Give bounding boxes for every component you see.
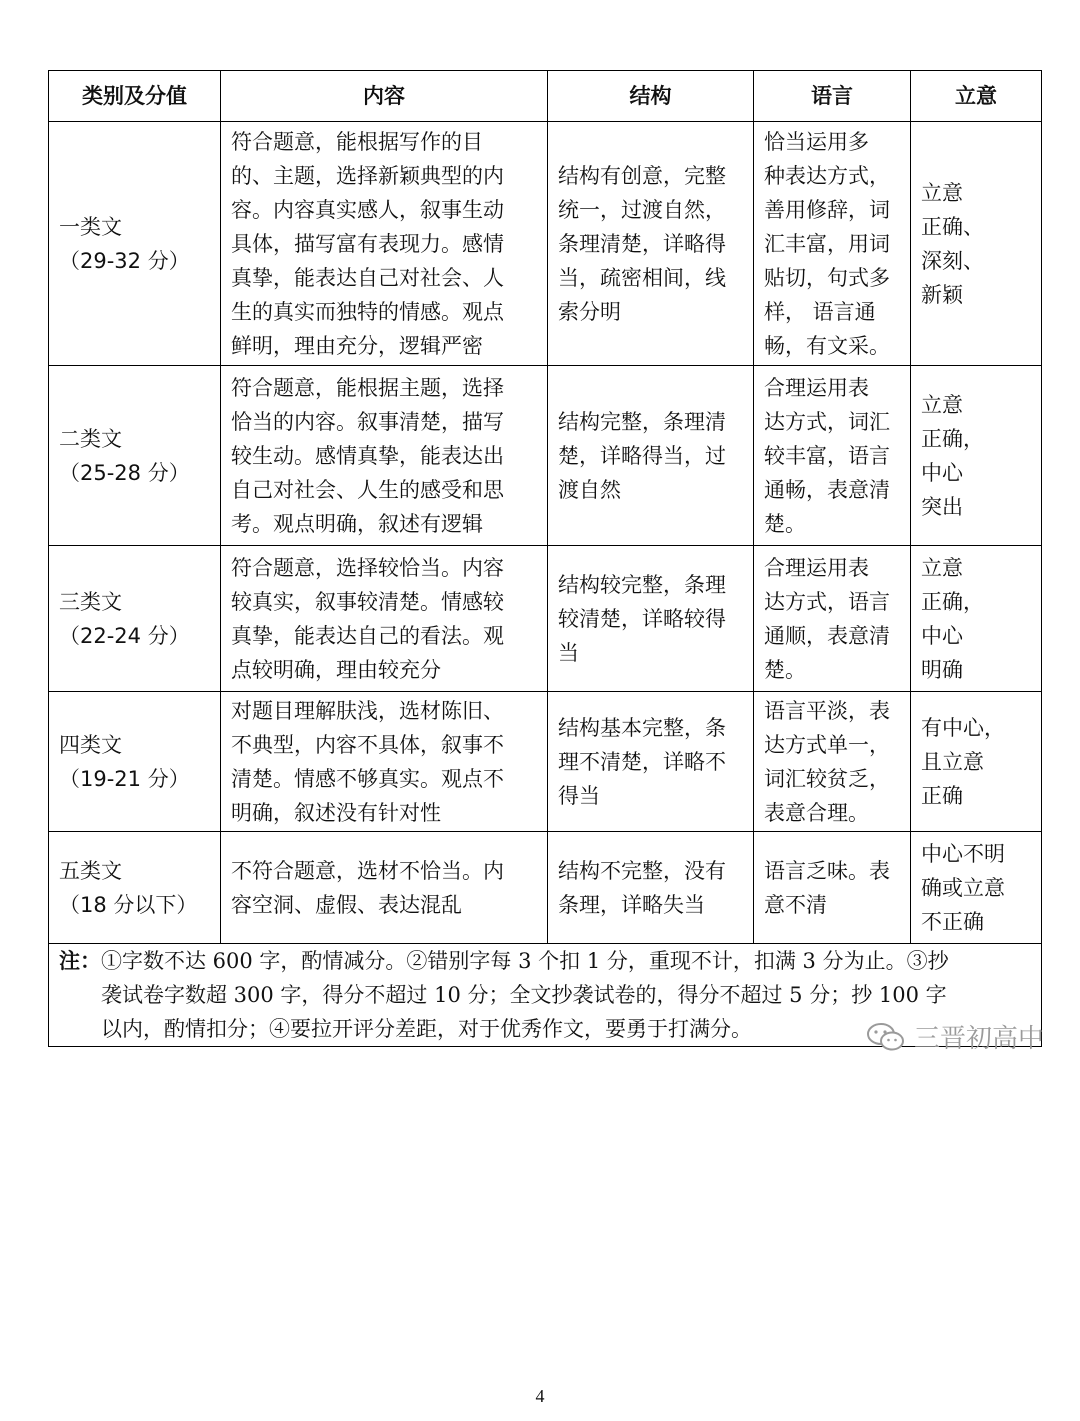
structure-cell [548, 366, 754, 546]
content-line: 鲜明，理由充分，逻辑严密 [231, 333, 483, 358]
content-line: 符合题意，能根据写作的目 [231, 129, 483, 154]
theme-line: 正确， [921, 589, 984, 614]
category-cell [49, 122, 221, 366]
theme-cell [911, 366, 1042, 546]
theme-line: 突出 [921, 494, 963, 519]
language-cell [754, 122, 911, 366]
table-row [49, 122, 1042, 366]
watermark-text: 三晋初高中 [914, 1024, 1045, 1054]
structure-line: 较清楚，详略较得 [558, 606, 726, 631]
structure-cell [548, 832, 754, 944]
language-line: 畅，有文采。 [764, 333, 890, 358]
content-line: 自己对社会、人生的感受和思 [231, 477, 504, 502]
content-line: 符合题意，能根据主题，选择 [231, 375, 504, 400]
category-cell [49, 692, 221, 832]
theme-line: 正确， [921, 426, 984, 451]
language-line: 楚。 [764, 511, 806, 536]
category-score: （25-28 分） [59, 460, 190, 485]
category-name: 三类文 [59, 589, 122, 614]
header-theme: 立意 [911, 71, 1042, 122]
language-line: 语言乏味。表 [764, 858, 890, 883]
structure-cell [548, 692, 754, 832]
structure-line: 结构完整，条理清 [558, 409, 726, 434]
language-line: 合理运用表 [764, 375, 869, 400]
theme-cell [911, 832, 1042, 944]
content-line: 较真实，叙事较清楚。情感较 [231, 589, 504, 614]
content-line: 符合题意，选择较恰当。内容 [231, 555, 504, 580]
table-row [49, 692, 1042, 832]
content-line: 不符合题意，选材不恰当。内 [231, 858, 504, 883]
structure-line: 理不清楚，详略不 [558, 749, 726, 774]
content-cell [221, 122, 548, 366]
language-line: 贴切，句式多 [764, 265, 890, 290]
language-cell [754, 366, 911, 546]
content-cell [221, 692, 548, 832]
structure-line: 结构基本完整，条 [558, 715, 726, 740]
language-line: 样， 语言通 [764, 299, 876, 324]
theme-line: 中心 [921, 460, 963, 485]
note-line: 袭试卷字数超 300 字，得分不超过 10 分；全文抄袭试卷的，得分不超过 5 分；抄 100 字 [101, 983, 947, 1007]
language-line: 通顺，表意清 [764, 623, 890, 648]
theme-line: 且立意 [921, 749, 984, 774]
category-score: （19-21 分） [59, 766, 190, 791]
theme-line: 正确 [921, 783, 963, 808]
language-line: 楚。 [764, 657, 806, 682]
content-line: 对题目理解肤浅，选材陈旧、 [231, 698, 504, 723]
category-name: 二类文 [59, 426, 122, 451]
note-line: 以内，酌情扣分；④要拉开评分差距，对于优秀作文，要勇于打满分。 [101, 1017, 752, 1041]
table-header-row [49, 71, 1042, 122]
theme-line: 正确、 [921, 214, 984, 239]
theme-line: 深刻、 [921, 248, 984, 273]
content-line: 容。内容真实感人，叙事生动 [231, 197, 504, 222]
language-line: 达方式，词汇 [764, 409, 890, 434]
structure-line: 楚，详略得当，过 [558, 443, 726, 468]
language-line: 意不清 [764, 892, 827, 917]
theme-line: 明确 [921, 657, 963, 682]
theme-line: 不正确 [921, 909, 984, 934]
content-cell [221, 366, 548, 546]
language-line: 善用修辞，词 [764, 197, 890, 222]
theme-cell [911, 692, 1042, 832]
content-line: 真挚，能表达自己对社会、人 [231, 265, 504, 290]
language-cell [754, 692, 911, 832]
content-line: 明确，叙述没有针对性 [231, 800, 441, 825]
structure-cell [548, 122, 754, 366]
content-line: 具体，描写富有表现力。感情 [231, 231, 504, 256]
table-row [49, 546, 1042, 692]
category-name: 四类文 [59, 732, 122, 757]
language-line: 词汇较贫乏， [764, 766, 890, 791]
category-score: （29-32 分） [59, 248, 190, 273]
content-line: 容空洞、虚假、表达混乱 [231, 892, 462, 917]
structure-line: 条理清楚，详略得 [558, 231, 726, 256]
category-score: （18 分以下） [59, 892, 198, 917]
header-language: 语言 [754, 71, 911, 122]
note-line: ①字数不达 600 字，酌情减分。②错别字每 3 个扣 1 分，重现不计，扣满 3 分为止。③抄 [101, 949, 949, 973]
theme-cell [911, 122, 1042, 366]
table-row [49, 366, 1042, 546]
language-line: 语言平淡，表 [764, 698, 890, 723]
content-line: 较生动。感情真挚，能表达出 [231, 443, 504, 468]
structure-line: 当，疏密相间，线 [558, 265, 726, 290]
language-line: 种表达方式， [764, 163, 890, 188]
structure-line: 结构有创意，完整 [558, 163, 726, 188]
theme-line: 新颖 [921, 282, 963, 307]
structure-line: 结构较完整，条理 [558, 572, 726, 597]
table-row [49, 832, 1042, 944]
structure-line: 索分明 [558, 299, 621, 324]
theme-line: 立意 [921, 392, 963, 417]
content-line: 点较明确，理由较充分 [231, 657, 441, 682]
content-cell [221, 546, 548, 692]
structure-line: 条理，详略失当 [558, 892, 705, 917]
theme-line: 确或立意 [921, 875, 1005, 900]
content-line: 不典型，内容不具体，叙事不 [231, 732, 504, 757]
theme-line: 立意 [921, 555, 963, 580]
watermark [866, 1018, 1044, 1055]
structure-cell [548, 546, 754, 692]
page-number: 4 [535, 1386, 545, 1406]
theme-line: 立意 [921, 180, 963, 205]
theme-line: 中心不明 [921, 841, 1005, 866]
content-cell [221, 832, 548, 944]
content-line: 的、主题，选择新颖典型的内 [231, 163, 504, 188]
language-line: 恰当运用多 [764, 129, 869, 154]
structure-line: 当 [558, 640, 579, 665]
language-line: 表意合理。 [764, 800, 869, 825]
structure-line: 统一，过渡自然， [558, 197, 726, 222]
language-cell [754, 832, 911, 944]
content-line: 清楚。情感不够真实。观点不 [231, 766, 504, 791]
header-structure: 结构 [548, 71, 754, 122]
theme-line: 有中心， [921, 715, 1005, 740]
language-line: 较丰富，语言 [764, 443, 890, 468]
structure-line: 结构不完整，没有 [558, 858, 726, 883]
category-name: 五类文 [59, 858, 122, 883]
theme-line: 中心 [921, 623, 963, 648]
content-line: 生的真实而独特的情感。观点 [231, 299, 504, 324]
theme-cell [911, 546, 1042, 692]
content-line: 真挚，能表达自己的看法。观 [231, 623, 504, 648]
category-name: 一类文 [59, 214, 122, 239]
wechat-icon [866, 1022, 906, 1052]
content-line: 考。观点明确，叙述有逻辑 [231, 511, 483, 536]
category-cell [49, 546, 221, 692]
category-score: （22-24 分） [59, 623, 190, 648]
language-line: 通畅，表意清 [764, 477, 890, 502]
category-cell [49, 832, 221, 944]
header-content: 内容 [221, 71, 548, 122]
language-cell [754, 546, 911, 692]
language-line: 汇丰富，用词 [764, 231, 890, 256]
structure-line: 得当 [558, 783, 600, 808]
structure-line: 渡自然 [558, 477, 621, 502]
header-category: 类别及分值 [49, 71, 221, 122]
language-line: 合理运用表 [764, 555, 869, 580]
rubric-table [48, 70, 1042, 1047]
category-cell [49, 366, 221, 546]
language-line: 达方式，语言 [764, 589, 890, 614]
note-label: 注： [59, 949, 101, 973]
content-line: 恰当的内容。叙事清楚，描写 [231, 409, 504, 434]
language-line: 达方式单一， [764, 732, 890, 757]
